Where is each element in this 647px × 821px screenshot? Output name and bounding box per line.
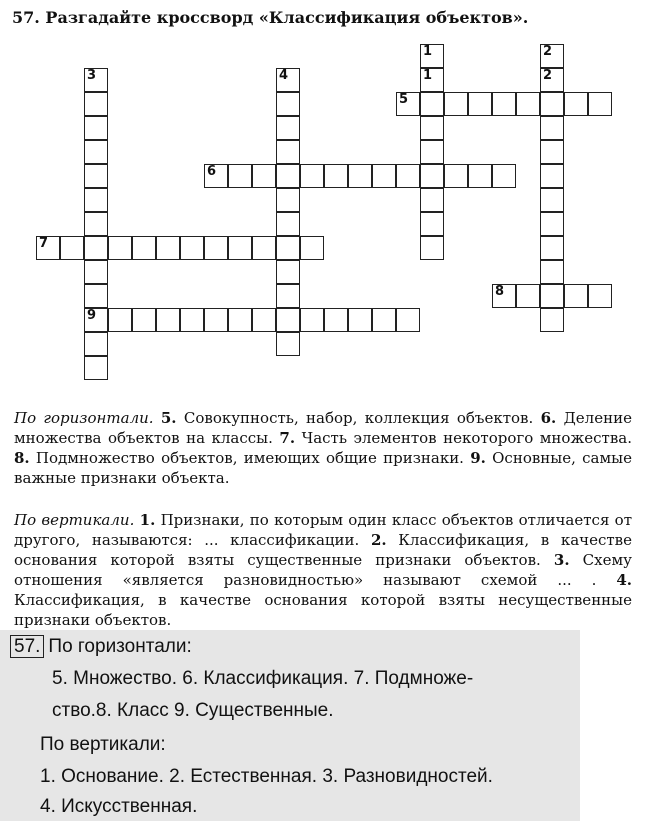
clue-h-7: Часть элементов некоторого множества. xyxy=(301,429,632,447)
crossword-cell xyxy=(372,308,396,332)
clue-h-8-num: 8. xyxy=(14,449,30,467)
crossword-cell xyxy=(228,164,252,188)
crossword-cell xyxy=(180,236,204,260)
clues-vertical-heading: По вертикали. xyxy=(14,511,135,529)
crossword-cell xyxy=(276,260,300,284)
crossword-cell xyxy=(276,140,300,164)
crossword-cell xyxy=(132,236,156,260)
crossword-cell xyxy=(324,164,348,188)
crossword-cell xyxy=(492,284,516,308)
crossword-cell xyxy=(252,308,276,332)
answers-vertical-line-2: 4. Искусственная. xyxy=(40,796,198,817)
crossword-cell xyxy=(324,308,348,332)
crossword-cell xyxy=(36,236,60,260)
crossword-cell-number: 1 xyxy=(423,44,433,59)
crossword-cell xyxy=(468,164,492,188)
crossword-cell xyxy=(420,116,444,140)
crossword-cell xyxy=(420,212,444,236)
crossword-cell xyxy=(540,164,564,188)
crossword-cell xyxy=(60,236,84,260)
crossword-cell xyxy=(84,68,108,92)
crossword-cell xyxy=(396,164,420,188)
crossword-cell xyxy=(396,308,420,332)
crossword-cell xyxy=(420,164,444,188)
clue-v-3: Схему отношения «является разновидностью» называют схемой ... . xyxy=(14,551,632,589)
crossword-cell xyxy=(84,92,108,116)
crossword-cell xyxy=(588,92,612,116)
crossword-cell xyxy=(516,92,540,116)
crossword-cell xyxy=(204,308,228,332)
answers-horizontal-heading: По горизонтали: xyxy=(48,636,192,657)
answers-vertical-line-1: 1. Основание. 2. Естественная. 3. Разновидностей. xyxy=(40,766,493,787)
crossword-cell xyxy=(84,188,108,212)
answers-number: 57. xyxy=(10,635,44,658)
crossword-cell xyxy=(372,164,396,188)
crossword-cell xyxy=(540,212,564,236)
crossword-cell xyxy=(516,284,540,308)
crossword-cell xyxy=(84,164,108,188)
answers-horizontal-heading-line xyxy=(10,636,192,658)
clue-h-6-num: 6. xyxy=(540,409,557,427)
crossword-cell-number: 6 xyxy=(207,164,217,179)
exercise-number: 57. xyxy=(12,8,40,27)
clue-h-7-num: 7. xyxy=(279,429,296,447)
crossword-cell xyxy=(492,164,516,188)
crossword-cell xyxy=(588,284,612,308)
answers-block xyxy=(0,630,580,821)
clue-v-4: Классификация, в качестве основания которой взяты несущественные признаки объектов. xyxy=(14,591,632,629)
clue-h-5-num: 5. xyxy=(160,409,177,427)
crossword-cell xyxy=(156,308,180,332)
crossword-cell-number: 1 xyxy=(423,68,433,83)
crossword-cell xyxy=(84,332,108,356)
crossword-cell xyxy=(84,212,108,236)
answers-horizontal-line-2: ство.8. Класс 9. Существенные. xyxy=(52,700,334,721)
crossword-cell xyxy=(540,260,564,284)
crossword-cell xyxy=(276,212,300,236)
crossword-cell xyxy=(540,284,564,308)
crossword-cell-number: 8 xyxy=(495,284,505,299)
answers-horizontal-line-1: 5. Множество. 6. Классификация. 7. Подмноже- xyxy=(52,668,474,689)
crossword-cell xyxy=(420,68,444,92)
answers-vertical-heading: По вертикали: xyxy=(40,734,166,755)
crossword-cell xyxy=(540,308,564,332)
clue-v-1-num: 1. xyxy=(139,511,156,529)
crossword-cell-number: 7 xyxy=(39,236,49,251)
crossword-cell-number: 9 xyxy=(87,308,97,323)
crossword-cell xyxy=(84,356,108,380)
crossword-cell xyxy=(540,116,564,140)
crossword-cell-number: 3 xyxy=(87,68,97,83)
crossword-cell xyxy=(348,308,372,332)
crossword-cell xyxy=(84,116,108,140)
crossword-cell-number: 2 xyxy=(543,68,553,83)
crossword-cell xyxy=(540,188,564,212)
crossword-cell-number: 5 xyxy=(399,92,409,107)
crossword-cell xyxy=(540,92,564,116)
crossword-cell-number: 2 xyxy=(543,44,553,59)
crossword-cell xyxy=(204,164,228,188)
clues-horizontal-heading: По горизонтали. xyxy=(14,409,154,427)
crossword-cell xyxy=(468,92,492,116)
crossword-cell xyxy=(108,308,132,332)
crossword-cell xyxy=(348,164,372,188)
crossword-cell xyxy=(540,68,564,92)
clue-h-9: Основные, самые важные признаки объекта. xyxy=(14,449,632,487)
crossword-cell xyxy=(276,92,300,116)
crossword-cell xyxy=(420,92,444,116)
crossword-cell xyxy=(132,308,156,332)
crossword-cell xyxy=(228,308,252,332)
clues-horizontal xyxy=(14,408,632,488)
crossword-cell xyxy=(84,308,108,332)
crossword-cell xyxy=(444,92,468,116)
clue-v-2: Классификация, в качестве основания которой взяты существенные признаки объектов. xyxy=(14,531,632,569)
crossword-cell xyxy=(84,236,108,260)
crossword-cell xyxy=(444,164,468,188)
crossword-cell xyxy=(204,236,228,260)
crossword-cell xyxy=(276,236,300,260)
crossword-cell xyxy=(492,92,516,116)
crossword-cell xyxy=(84,140,108,164)
crossword-cell xyxy=(228,236,252,260)
crossword-cell xyxy=(420,236,444,260)
clue-h-9-num: 9. xyxy=(470,449,486,467)
crossword-cell-number: 4 xyxy=(279,68,289,83)
crossword-cell xyxy=(276,68,300,92)
crossword-cell xyxy=(396,92,420,116)
clue-h-8: Подмножество объектов, имеющих общие признаки. xyxy=(35,449,464,467)
clue-v-3-num: 3. xyxy=(553,551,570,569)
crossword-cell xyxy=(300,164,324,188)
crossword-cell xyxy=(564,92,588,116)
crossword-cell xyxy=(276,332,300,356)
crossword-cell xyxy=(84,284,108,308)
crossword-cell xyxy=(180,308,204,332)
crossword-cell xyxy=(300,236,324,260)
clue-h-6: Деление множества объектов на классы. xyxy=(14,409,632,447)
crossword-cell xyxy=(252,236,276,260)
crossword-cell xyxy=(276,284,300,308)
crossword-cell xyxy=(540,44,564,68)
crossword-cell xyxy=(420,188,444,212)
crossword-cell xyxy=(276,308,300,332)
exercise-title-text: Разгадайте кроссворд «Классификация объектов». xyxy=(45,8,529,27)
crossword-grid xyxy=(0,0,647,400)
crossword-cell xyxy=(540,140,564,164)
crossword-cell xyxy=(252,164,276,188)
crossword-cell xyxy=(420,140,444,164)
crossword-cell xyxy=(276,188,300,212)
crossword-cell xyxy=(540,236,564,260)
crossword-cell xyxy=(108,236,132,260)
crossword-cell xyxy=(156,236,180,260)
crossword-cell xyxy=(84,260,108,284)
clue-v-1: Признаки, по которым один класс объектов отличается от другого, называются: ... классификации. xyxy=(14,511,632,549)
clue-v-2-num: 2. xyxy=(370,531,387,549)
crossword-cell xyxy=(276,116,300,140)
clue-v-4-num: 4. xyxy=(616,571,632,589)
crossword-cell xyxy=(300,308,324,332)
clues-vertical xyxy=(14,510,632,630)
crossword-cell xyxy=(420,44,444,68)
clue-h-5: Совокупность, набор, коллекция объектов. xyxy=(183,409,534,427)
crossword-cell xyxy=(564,284,588,308)
crossword-cell xyxy=(276,164,300,188)
